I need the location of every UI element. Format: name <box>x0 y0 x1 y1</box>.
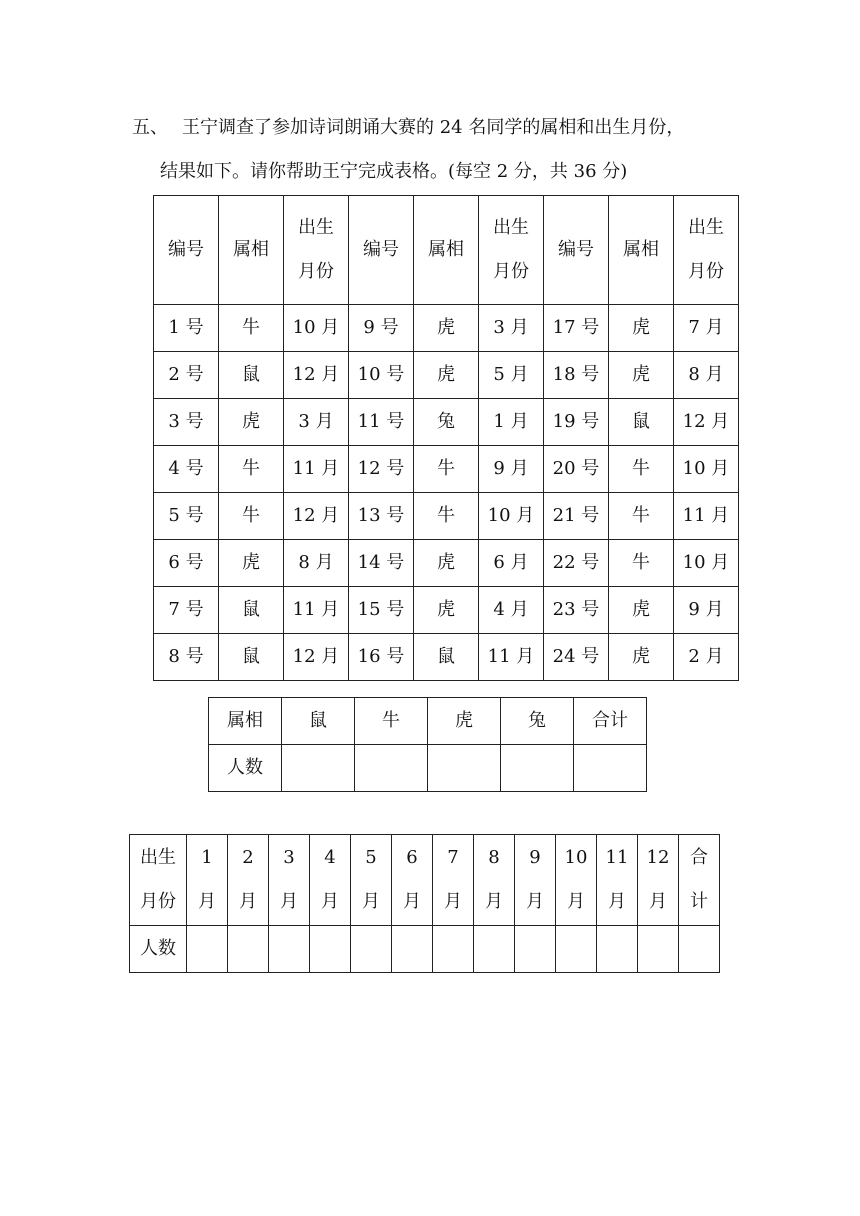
cell-month: 3 月 <box>284 399 349 446</box>
cell-id: 1 号 <box>154 305 219 352</box>
count-label-cell: 人数 <box>130 926 187 973</box>
table-row <box>154 305 739 352</box>
cell-zodiac: 牛 <box>219 493 284 540</box>
cell-month: 12 月 <box>284 352 349 399</box>
cell-month: 10 月 <box>284 305 349 352</box>
month-count-table <box>129 834 720 973</box>
cell-id: 16 号 <box>349 634 414 681</box>
table-row <box>154 540 739 587</box>
answer-blank[interactable] <box>351 926 392 973</box>
header-id: 编号 <box>544 196 609 305</box>
header-id: 编号 <box>349 196 414 305</box>
header-month-10: 10 月 <box>556 835 597 926</box>
header-zodiac: 属相 <box>414 196 479 305</box>
cell-zodiac: 牛 <box>414 446 479 493</box>
zodiac-total-cell: 合计 <box>574 698 647 745</box>
header-month-7: 7 月 <box>433 835 474 926</box>
answer-blank[interactable] <box>501 745 574 792</box>
zodiac-ox-cell: 牛 <box>355 698 428 745</box>
header-month-9: 9 月 <box>515 835 556 926</box>
answer-blank[interactable] <box>187 926 228 973</box>
header-month-11: 11 月 <box>597 835 638 926</box>
question-text-1: 王宁调查了参加诗词朗诵大赛的 24 名同学的属相和出生月份， <box>182 117 685 138</box>
cell-zodiac: 鼠 <box>219 634 284 681</box>
answer-blank[interactable] <box>638 926 679 973</box>
cell-id: 9 号 <box>349 305 414 352</box>
answer-blank[interactable] <box>355 745 428 792</box>
cell-month: 10 月 <box>674 540 739 587</box>
answer-blank[interactable] <box>428 745 501 792</box>
header-month-1: 1 月 <box>187 835 228 926</box>
cell-zodiac: 虎 <box>414 587 479 634</box>
cell-id: 15 号 <box>349 587 414 634</box>
cell-month: 11 月 <box>284 446 349 493</box>
zodiac-tiger-cell: 虎 <box>428 698 501 745</box>
header-zodiac: 属相 <box>219 196 284 305</box>
cell-zodiac: 牛 <box>609 493 674 540</box>
zodiac-count-row <box>209 745 647 792</box>
cell-month: 7 月 <box>674 305 739 352</box>
zodiac-header-row <box>209 698 647 745</box>
answer-blank[interactable] <box>282 745 355 792</box>
cell-id: 20 号 <box>544 446 609 493</box>
cell-zodiac: 虎 <box>609 352 674 399</box>
cell-zodiac: 虎 <box>219 399 284 446</box>
header-birth-month: 出生 月份 <box>674 196 739 305</box>
cell-zodiac: 牛 <box>219 305 284 352</box>
cell-id: 14 号 <box>349 540 414 587</box>
header-month-4: 4 月 <box>310 835 351 926</box>
table-header-row <box>154 196 739 305</box>
month-count-row <box>130 926 720 973</box>
header-month-8: 8 月 <box>474 835 515 926</box>
cell-month: 11 月 <box>284 587 349 634</box>
cell-id: 10 号 <box>349 352 414 399</box>
cell-id: 8 号 <box>154 634 219 681</box>
answer-blank[interactable] <box>574 745 647 792</box>
header-month-5: 5 月 <box>351 835 392 926</box>
survey-data-table <box>153 195 739 681</box>
cell-zodiac: 鼠 <box>219 587 284 634</box>
cell-zodiac: 鼠 <box>414 634 479 681</box>
header-birth-month: 出生 月份 <box>130 835 187 926</box>
answer-blank[interactable] <box>433 926 474 973</box>
cell-id: 24 号 <box>544 634 609 681</box>
cell-zodiac: 虎 <box>609 634 674 681</box>
cell-month: 9 月 <box>674 587 739 634</box>
answer-blank[interactable] <box>515 926 556 973</box>
header-total: 合 计 <box>679 835 720 926</box>
cell-zodiac: 虎 <box>414 352 479 399</box>
cell-id: 17 号 <box>544 305 609 352</box>
zodiac-label-cell: 属相 <box>209 698 282 745</box>
cell-zodiac: 虎 <box>219 540 284 587</box>
question-line-2: 结果如下。请你帮助王宁完成表格。(每空 2 分，共 36 分) <box>160 161 628 182</box>
cell-id: 19 号 <box>544 399 609 446</box>
cell-month: 2 月 <box>674 634 739 681</box>
table-row <box>154 446 739 493</box>
table-row <box>154 634 739 681</box>
question-line-1 <box>132 116 684 140</box>
question-number: 五、 <box>132 117 168 138</box>
cell-zodiac: 虎 <box>414 540 479 587</box>
cell-id: 3 号 <box>154 399 219 446</box>
header-month-3: 3 月 <box>269 835 310 926</box>
cell-id: 22 号 <box>544 540 609 587</box>
cell-zodiac: 牛 <box>609 446 674 493</box>
cell-month: 6 月 <box>479 540 544 587</box>
cell-month: 11 月 <box>674 493 739 540</box>
answer-blank[interactable] <box>474 926 515 973</box>
table-row <box>154 399 739 446</box>
answer-blank[interactable] <box>269 926 310 973</box>
answer-blank[interactable] <box>597 926 638 973</box>
cell-month: 10 月 <box>479 493 544 540</box>
cell-zodiac: 牛 <box>219 446 284 493</box>
cell-zodiac: 虎 <box>609 305 674 352</box>
cell-month: 12 月 <box>674 399 739 446</box>
cell-id: 2 号 <box>154 352 219 399</box>
cell-id: 13 号 <box>349 493 414 540</box>
cell-id: 21 号 <box>544 493 609 540</box>
cell-month: 8 月 <box>674 352 739 399</box>
cell-id: 12 号 <box>349 446 414 493</box>
header-month-6: 6 月 <box>392 835 433 926</box>
cell-month: 11 月 <box>479 634 544 681</box>
cell-month: 12 月 <box>284 634 349 681</box>
month-header-row <box>130 835 720 926</box>
header-id: 编号 <box>154 196 219 305</box>
cell-month: 12 月 <box>284 493 349 540</box>
cell-id: 6 号 <box>154 540 219 587</box>
answer-blank[interactable] <box>310 926 351 973</box>
answer-blank[interactable] <box>392 926 433 973</box>
cell-month: 9 月 <box>479 446 544 493</box>
cell-zodiac: 鼠 <box>609 399 674 446</box>
cell-id: 23 号 <box>544 587 609 634</box>
cell-id: 4 号 <box>154 446 219 493</box>
cell-zodiac: 虎 <box>414 305 479 352</box>
count-label-cell: 人数 <box>209 745 282 792</box>
cell-month: 8 月 <box>284 540 349 587</box>
answer-blank[interactable] <box>556 926 597 973</box>
cell-zodiac: 鼠 <box>219 352 284 399</box>
cell-month: 3 月 <box>479 305 544 352</box>
cell-zodiac: 兔 <box>414 399 479 446</box>
zodiac-count-table <box>208 697 647 792</box>
cell-zodiac: 虎 <box>609 587 674 634</box>
header-month-2: 2 月 <box>228 835 269 926</box>
table-row <box>154 493 739 540</box>
cell-month: 5 月 <box>479 352 544 399</box>
zodiac-rabbit-cell: 兔 <box>501 698 574 745</box>
cell-zodiac: 牛 <box>609 540 674 587</box>
cell-id: 18 号 <box>544 352 609 399</box>
answer-blank[interactable] <box>679 926 720 973</box>
cell-month: 1 月 <box>479 399 544 446</box>
cell-month: 10 月 <box>674 446 739 493</box>
header-birth-month: 出生 月份 <box>284 196 349 305</box>
table-row <box>154 587 739 634</box>
cell-id: 11 号 <box>349 399 414 446</box>
cell-month: 4 月 <box>479 587 544 634</box>
table-row <box>154 352 739 399</box>
answer-blank[interactable] <box>228 926 269 973</box>
cell-zodiac: 牛 <box>414 493 479 540</box>
cell-id: 5 号 <box>154 493 219 540</box>
zodiac-rat-cell: 鼠 <box>282 698 355 745</box>
header-month-12: 12 月 <box>638 835 679 926</box>
header-birth-month: 出生 月份 <box>479 196 544 305</box>
header-zodiac: 属相 <box>609 196 674 305</box>
cell-id: 7 号 <box>154 587 219 634</box>
